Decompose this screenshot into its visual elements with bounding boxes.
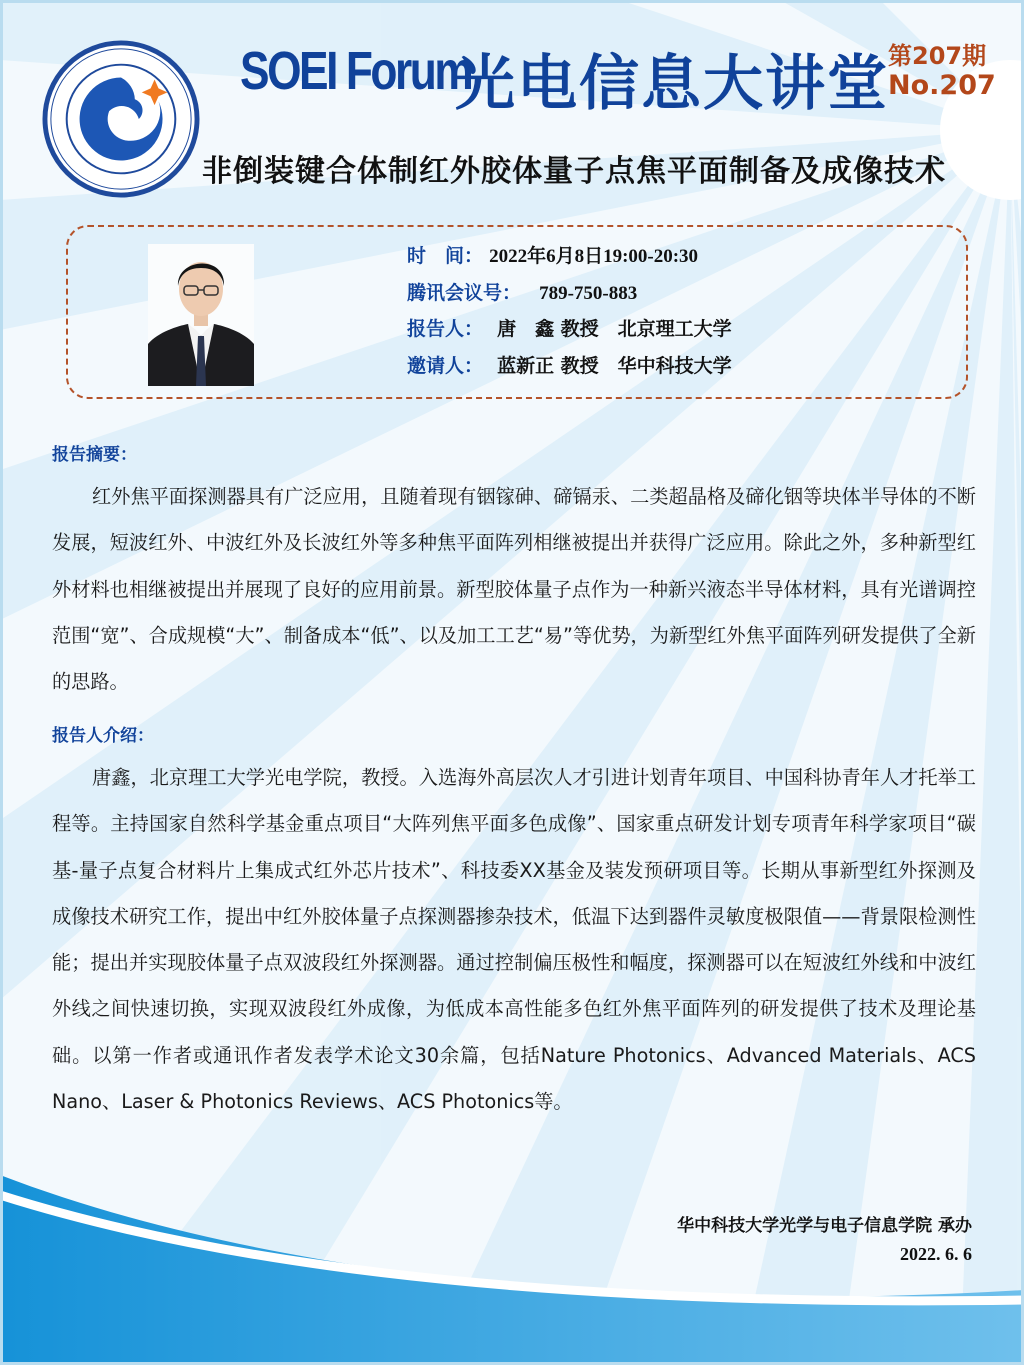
- speaker-value: 唐 鑫 教授 北京理工大学: [497, 318, 732, 340]
- issue-en: No.207: [888, 70, 996, 101]
- speaker-label: 报告人：: [407, 318, 484, 340]
- organizer: 华中科技大学光学与电子信息学院 承办: [677, 1216, 972, 1236]
- release-date: 2022. 6. 6: [900, 1244, 972, 1264]
- inviter-row: [407, 348, 732, 385]
- forum-title-cn: 光电信息大讲堂: [455, 49, 889, 119]
- bio-heading: 报告人介绍：: [52, 726, 154, 746]
- event-info: [407, 238, 732, 384]
- bio-body: 唐鑫，北京理工大学光电学院，教授。入选海外高层次人才引进计划青年项目、中国科协青年人才托举工程等。主持国家自然科学基金重点项目“大阵列焦平面多色成像”、国家重点研发计划专项青年科学家项目“碳基-量子点复合材料片上集成式红外芯片技术”、科技委XX基金及装发预研项目等。长期从事新型红外探测及成像技术研究工作，提出中红外胶体量子点探测器掺杂技术，低温下达到器件灵敏度极限值——背景限检测性能；提出并实现胶体量子点双波段红外探测器。通过控制偏压极性和幅度，探测器可以在短波红外线和中波红外线之间快速切换，实现双波段红外成像，为低成本高性能多色红外焦平面阵列的研发提供了技术及理论基础。以第一作者或通讯作者发表学术论文30余篇，包括Nature Photonics、Advanced Materials、ACS Nano、Laser & Photonics Reviews、ACS Photonics等。: [52, 766, 976, 1114]
- talk-title: 非倒装键合体制红外胶体量子点焦平面制备及成像技术: [202, 154, 946, 189]
- forum-title-en: SOEI Forum: [240, 41, 472, 101]
- abstract-body: 红外焦平面探测器具有广泛应用，且随着现有铟镓砷、碲镉汞、二类超晶格及碲化铟等块体半导体的不断发展，短波红外、中波红外及长波红外等多种焦平面阵列相继被提出并获得广泛应用。除此之外，多种新型红外材料也相继被提出并展现了良好的应用前景。新型胶体量子点作为一种新兴液态半导体材料，具有光谱调控范围“宽”、合成规模“大”、制备成本“低”、以及加工工艺“易”等优势，为新型红外焦平面阵列研发提供了全新的思路。: [52, 485, 976, 694]
- meeting-row: [407, 275, 732, 312]
- abstract-heading: 报告摘要：: [52, 445, 137, 465]
- time-label: 时 间：: [407, 245, 484, 267]
- inviter-value: 蓝新正 教授 华中科技大学: [497, 354, 732, 377]
- speaker-portrait-icon: [148, 244, 254, 386]
- school-logo-icon: [42, 40, 200, 198]
- inviter-label: 邀请人：: [407, 354, 484, 377]
- abstract-text: [52, 474, 976, 705]
- meeting-label: 腾讯会议号：: [407, 281, 522, 304]
- issue-cn: 第207期: [888, 42, 987, 70]
- bio-text: [52, 755, 976, 1125]
- time-value: 2022年6月8日19:00-20:30: [489, 246, 699, 267]
- speaker-photo: [148, 244, 254, 386]
- time-row: [407, 238, 732, 275]
- meeting-id[interactable]: 789-750-883: [539, 282, 638, 304]
- speaker-row: [407, 311, 732, 348]
- issue-number: [888, 44, 996, 99]
